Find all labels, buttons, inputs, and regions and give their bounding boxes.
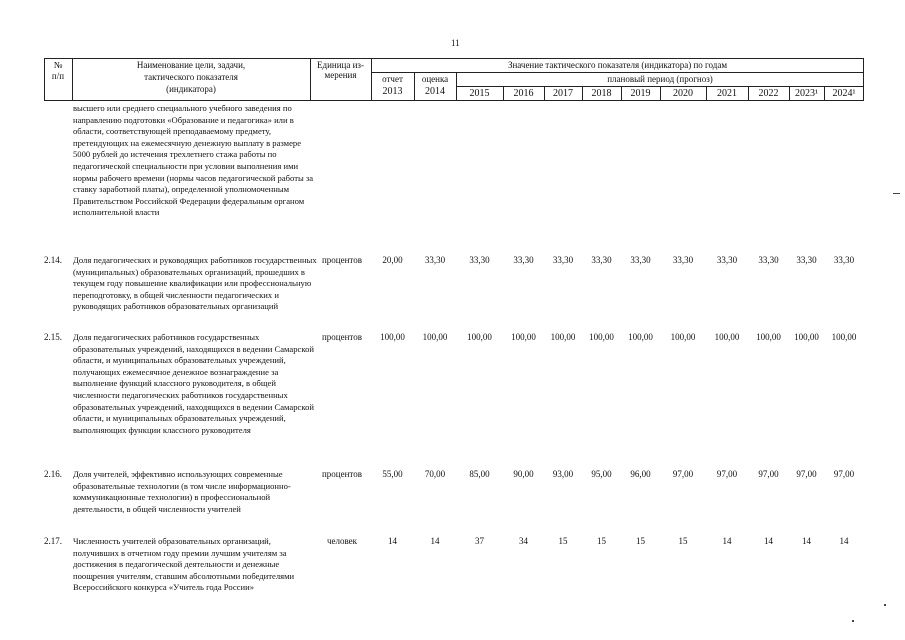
header-unit-line2: мерения: [324, 70, 357, 80]
row-value: 33,30: [758, 255, 779, 265]
row-number: 2.15.: [44, 332, 62, 342]
header-year: 2018: [591, 88, 612, 99]
row-unit: процентов: [321, 469, 362, 479]
row-value: 55,00: [382, 469, 403, 479]
header-name-line3: (индикатора): [166, 84, 216, 94]
header-year: 2014: [425, 86, 445, 97]
header-year: 2016: [513, 88, 534, 99]
row-number: 2.16.: [44, 469, 62, 479]
row-value: 96,00: [630, 469, 651, 479]
row-value: 14: [388, 536, 397, 546]
row-value: 14: [430, 536, 440, 546]
row-value: 100,00: [511, 332, 536, 342]
row-value: 33,30: [630, 255, 651, 265]
row-value: 20,00: [382, 255, 403, 265]
scan-mark: [893, 193, 900, 194]
row-value: 100,00: [467, 332, 492, 342]
header-planned: плановый период (прогноз): [607, 74, 713, 84]
row-value: 33,30: [424, 255, 446, 265]
row-value: 33,30: [469, 255, 490, 265]
row-value: 100,00: [589, 332, 614, 342]
row-value: 33,30: [796, 255, 817, 265]
row-value: 14: [722, 536, 732, 546]
row-value: 100,00: [831, 332, 857, 342]
row-number: 2.17.: [44, 536, 62, 546]
page-number: 11: [451, 38, 460, 48]
row-value: 14: [764, 536, 773, 546]
row-name: Доля педагогических работников государственных образовательных учреждений, находящихся в ведении Самарской области, и муниципальных образовательных учреждений, получающих ежемесячное денежное вознаграждение за выполнение функций классного руководителя, в общей численности педагогических работников государственных образовательных учреждений, находящихся в ведении Самарской области, и муниципальных образовательных учреждений, выполняющих функции классного руководителя: [73, 332, 314, 435]
header-values-title: Значение тактического показателя (индикатора) по годам: [507, 60, 728, 70]
row-unit: человек: [326, 536, 358, 546]
header-unit-line1: Единица из-: [317, 60, 364, 70]
row-value: 15: [597, 536, 606, 546]
row-value: 33,30: [552, 255, 574, 265]
row-value: 14: [839, 536, 849, 546]
row-value: 97,00: [796, 469, 817, 479]
scan-mark: [884, 604, 886, 606]
row-value: 90,00: [513, 469, 534, 479]
row-value: 33,30: [716, 255, 738, 265]
row-unit: процентов: [321, 255, 362, 265]
row-value: 97,00: [672, 469, 694, 479]
header-report: отчет: [382, 74, 403, 84]
table-row: [44, 332, 864, 468]
row-value: 100,00: [756, 332, 781, 342]
header-year: 2023¹: [795, 88, 818, 99]
row-value: 100,00: [422, 332, 448, 342]
row-number: 2.14.: [44, 255, 62, 265]
row-value: 15: [678, 536, 688, 546]
row-name: Численность учителей образовательных организаций, получивших в отчетном году премии лучшим учителям за достижения в педагогической деятельности и денежные поощрения учителям, ставшим абсолютными победителями Всероссийского конкурса «Учитель года России»: [73, 536, 295, 593]
header-year: 2024¹: [832, 88, 856, 99]
table-row: [44, 469, 864, 531]
row-value: 70,00: [424, 469, 446, 479]
row-value: 15: [636, 536, 645, 546]
header-year: 2013: [382, 86, 403, 97]
header-name-line2: тактического показателя: [144, 72, 238, 82]
header-year: 2015: [469, 88, 490, 99]
row-unit: процентов: [321, 332, 362, 342]
row-name: Доля педагогических и руководящих работников государственных (муниципальных) образовательных организаций, прошедших в текущем году повышение квалификации или профессиональную переподготовку, в общей численности педагогических и руководящих работников образовательных организаций: [73, 255, 317, 312]
row-value: 100,00: [550, 332, 576, 342]
scan-mark: [852, 620, 854, 622]
row-value: 34: [519, 536, 528, 546]
header-year: 2020: [673, 88, 693, 99]
row-value: 97,00: [833, 469, 855, 479]
row-value: 93,00: [552, 469, 574, 479]
row-value: 33,30: [672, 255, 694, 265]
row-value: 15: [558, 536, 568, 546]
table-row: [44, 536, 864, 622]
header-year: 2021: [717, 88, 737, 99]
header-year: 2019: [630, 88, 651, 99]
table-row: [44, 255, 864, 327]
table-header: [44, 58, 864, 101]
row-value: 100,00: [628, 332, 653, 342]
header-year: 2017: [553, 88, 573, 99]
row-value: 33,30: [591, 255, 612, 265]
row-value: 100,00: [380, 332, 405, 342]
header-year: 2022: [758, 88, 779, 99]
header-no-sub: п/п: [51, 71, 65, 81]
row-name: Доля учителей, эффективно использующих современные образовательные технологии (в том числе информационно-коммуникационные технологии) в профессиональной деятельности, в общей численности учителей: [73, 469, 291, 514]
row-value: 37: [475, 536, 484, 546]
header-no: №: [53, 60, 63, 70]
row-value: 100,00: [714, 332, 740, 342]
row-value: 33,30: [833, 255, 855, 265]
row-value: 97,00: [716, 469, 738, 479]
table-row-continuation: [44, 103, 864, 251]
row-value: 100,00: [670, 332, 696, 342]
row-value: 100,00: [794, 332, 819, 342]
row-value: 33,30: [513, 255, 534, 265]
row-value: 85,00: [469, 469, 490, 479]
row-value: 97,00: [758, 469, 779, 479]
row-value: 95,00: [591, 469, 612, 479]
row-value: 14: [802, 536, 811, 546]
header-name-line1: Наименование цели, задачи,: [136, 60, 246, 70]
header-estimate: оценка: [421, 74, 449, 84]
row-name: высшего или среднего специального учебного заведения по направлению подготовки «Образование и педагогика» или в области, соответствующей преподаваемому предмету, претендующих на ежемесячную денежную выплату в размере 5000 рублей до истечения трехлетнего стажа работы по педагогической специальности при условии выполнения ими нормы рабочего времени (нормы часов педагогической работы за ставку заработной платы), определенной уполномоченным Правительством Российской Федерации федеральным органом исполнительной власти: [73, 103, 314, 218]
